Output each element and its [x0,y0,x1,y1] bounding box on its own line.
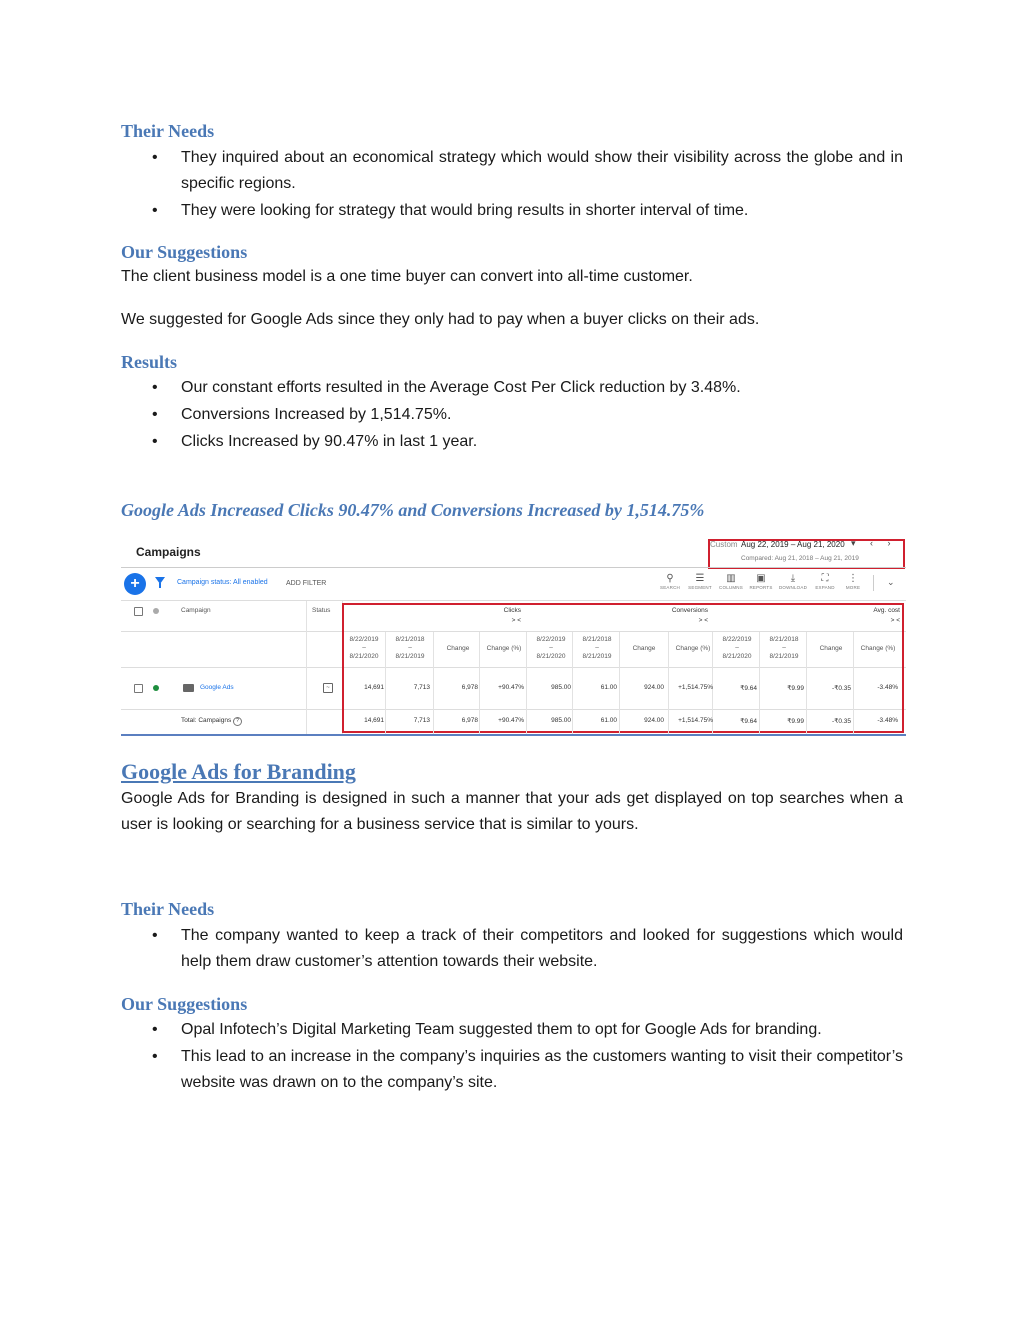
table-cell: 7,713 [413,684,430,691]
expand-arrows[interactable]: > < [698,617,708,624]
table-cell: ₹9.99 [787,685,804,692]
table-cell: ₹9.64 [740,685,757,692]
tool-label: REPORTS [749,585,773,590]
date-range-subheader: 8/21/2020 [722,653,752,660]
their-needs-heading-2: Their Needs [121,899,215,919]
tool-label: MORE [845,585,861,590]
date-range-subheader: 8/21/2019 [395,653,425,660]
status-chart-icon[interactable]: ~ [323,683,333,693]
reports-tool-button[interactable] [746,573,776,590]
table-cell: 6,978 [461,684,478,691]
screenshot-bottom-border [121,734,906,736]
table-cell: 61.00 [600,684,617,691]
columns-icon: ▥ [726,573,736,584]
figure-heading: Google Ads Increased Clicks 90.47% and Conversions Increased by 1,514.75% [121,500,705,520]
our-suggestions-heading: Our Suggestions [121,242,248,262]
list-item: • Clicks Increased by 90.47% in last 1 year. [121,429,903,455]
campaign-status-filter[interactable] [177,579,268,586]
search-icon: ⚲ [666,573,674,584]
change-percent-subheader[interactable]: Change (%) [675,645,711,652]
campaigns-title: Campaigns [136,545,201,559]
date-range-subheader: – [782,644,786,651]
chevron-down-icon[interactable]: ⌄ [887,577,895,587]
list-item: • Opal Infotech’s Digital Marketing Team suggested them to opt for Google Ads for branding. [121,1017,903,1043]
date-range-subheader: 8/21/2018 [395,636,425,643]
date-range-subheader: 8/21/2019 [769,653,799,660]
more-tool-button[interactable] [838,573,868,590]
list-item: • They were looking for strategy that would bring results in shorter interval of time. [121,198,903,224]
list-item: • The company wanted to keep a track of their competitors and looked for suggestions which would help them draw customer’s attention towards their website. [121,923,903,975]
download-icon: ⤓ [790,573,796,584]
list-item: • Our constant efforts resulted in the Average Cost Per Click reduction by 3.48%. [121,375,903,401]
date-range-subheader: – [362,644,366,651]
suggestions-bullet-list [121,1017,903,1097]
branding-intro: Google Ads for Branding is designed in such a manner that your ads get displayed on top searches when a user is looking or searching for a business service that is similar to yours. [121,790,903,833]
total-cell: -₹0.35 [832,718,851,725]
segment-icon: ☰ [695,573,705,584]
tool-label: SEARCH [660,585,680,590]
total-cell: +1,514.75% [678,717,713,724]
branding-heading[interactable]: Google Ads for Branding [121,759,356,784]
date-range-subheader: 8/22/2019 [722,636,752,643]
date-custom-label: Custom [710,540,738,549]
total-cell: ₹9.64 [740,718,757,725]
total-cell: 924.00 [644,717,664,724]
campaign-status-value: All enabled [233,579,268,586]
date-compare-label: Compared: Aug 21, 2018 – Aug 21, 2019 [741,555,859,562]
suggestions-paragraph: We suggested for Google Ads since they only had to pay when a buyer clicks on their ads. [121,311,760,328]
list-item: • They inquired about an economical strategy which would show their visibility across the globe and in specific regions. [121,145,903,197]
conversions-column-header[interactable]: Conversions [671,607,708,614]
clicks-column-header[interactable]: Clicks [503,607,521,614]
date-range-subheader: 8/21/2020 [536,653,566,660]
date-range-subheader: – [408,644,412,651]
column-divider [306,601,307,734]
expand-icon: ⛶ [821,573,829,584]
metrics-highlight-box [342,603,904,733]
table-cell: 14,691 [364,684,384,691]
total-cell: -3.48% [877,717,898,724]
table-cell: 985.00 [551,684,571,691]
change-percent-subheader[interactable]: Change (%) [860,645,896,652]
toolbar-divider [873,575,874,591]
avg-cost-column-header[interactable]: Avg. cost [873,607,900,614]
needs-bullet-list [121,145,903,225]
date-range-subheader: 8/21/2020 [349,653,379,660]
date-range-subheader: 8/21/2018 [582,636,612,643]
change-subheader[interactable]: Change [819,645,843,652]
total-cell: 6,978 [461,717,478,724]
list-item: • Conversions Increased by 1,514.75%. [121,402,903,428]
help-icon[interactable]: ? [233,717,242,726]
tool-label: SEGMENT [688,585,712,590]
expand-arrows[interactable]: > < [890,617,900,624]
results-heading: Results [121,352,178,372]
date-range-subheader: 8/21/2019 [582,653,612,660]
change-subheader[interactable]: Change [632,645,656,652]
date-range-subheader: – [735,644,739,651]
total-cell: +90.47% [498,717,524,724]
total-cell: 7,713 [413,717,430,724]
reports-icon: ▣ [756,573,766,584]
date-range-subheader: 8/22/2019 [536,636,566,643]
select-all-checkbox[interactable] [134,607,143,616]
date-range-subheader: 8/21/2018 [769,636,799,643]
our-suggestions-heading-2: Our Suggestions [121,994,248,1014]
date-range-subheader: 8/22/2019 [349,636,379,643]
table-cell: +1,514.75% [678,684,713,691]
list-item: • This lead to an increase in the company’s inquiries as the customers wanting to visit their competitor’s website was drawn on to the company’s site. [121,1044,903,1096]
segment-tool-button[interactable] [685,573,715,590]
search-tool-button[interactable] [655,573,685,590]
suggestions-paragraph: The client business model is a one time buyer can convert into all-time customer. [121,268,693,285]
date-nav-arrows[interactable]: ▾ ‹ › [851,538,897,548]
needs-bullet-list-2 [121,923,903,976]
their-needs-heading: Their Needs [121,121,215,141]
campaign-type-icon [183,684,194,692]
total-cell: 14,691 [364,717,384,724]
toolbar-divider-line [121,600,906,601]
tool-label: EXPAND [815,585,835,590]
change-percent-subheader[interactable]: Change (%) [486,645,522,652]
google-ads-screenshot [121,533,906,737]
table-cell: 924.00 [644,684,664,691]
enabled-status-dot [153,685,159,691]
tool-label: DOWNLOAD [778,585,808,590]
columns-tool-button[interactable] [716,573,746,590]
date-range-subheader: – [549,644,553,651]
total-cell: ₹9.99 [787,718,804,725]
add-campaign-button[interactable]: + [124,573,146,595]
total-cell: 985.00 [551,717,571,724]
date-range-subheader: – [595,644,599,651]
expand-arrows[interactable]: > < [511,617,521,624]
more-icon: ⋮ [848,573,858,584]
expand-tool-button[interactable] [810,573,840,590]
add-filter-button[interactable]: ADD FILTER [286,580,327,587]
header-divider [121,567,906,568]
campaign-name-link[interactable]: Google Ads [200,684,234,691]
total-campaigns-label [181,717,242,726]
date-range-picker[interactable]: Aug 22, 2019 – Aug 21, 2020 [741,540,845,549]
filter-icon-stem [159,583,161,588]
total-label: Total: Campaigns [181,717,232,724]
results-bullet-list [121,375,903,456]
row-checkbox[interactable] [134,684,143,693]
total-cell: 61.00 [600,717,617,724]
table-cell: -3.48% [877,684,898,691]
tool-label: COLUMNS [719,585,743,590]
campaign-column-header[interactable]: Campaign [181,607,211,614]
status-column-header[interactable]: Status [312,607,331,614]
change-subheader[interactable]: Change [446,645,470,652]
status-dot-header [153,608,159,614]
table-cell: +90.47% [498,684,524,691]
campaign-status-label: Campaign status: [177,579,232,586]
table-cell: -₹0.35 [832,685,851,692]
download-tool-button[interactable] [778,573,808,590]
